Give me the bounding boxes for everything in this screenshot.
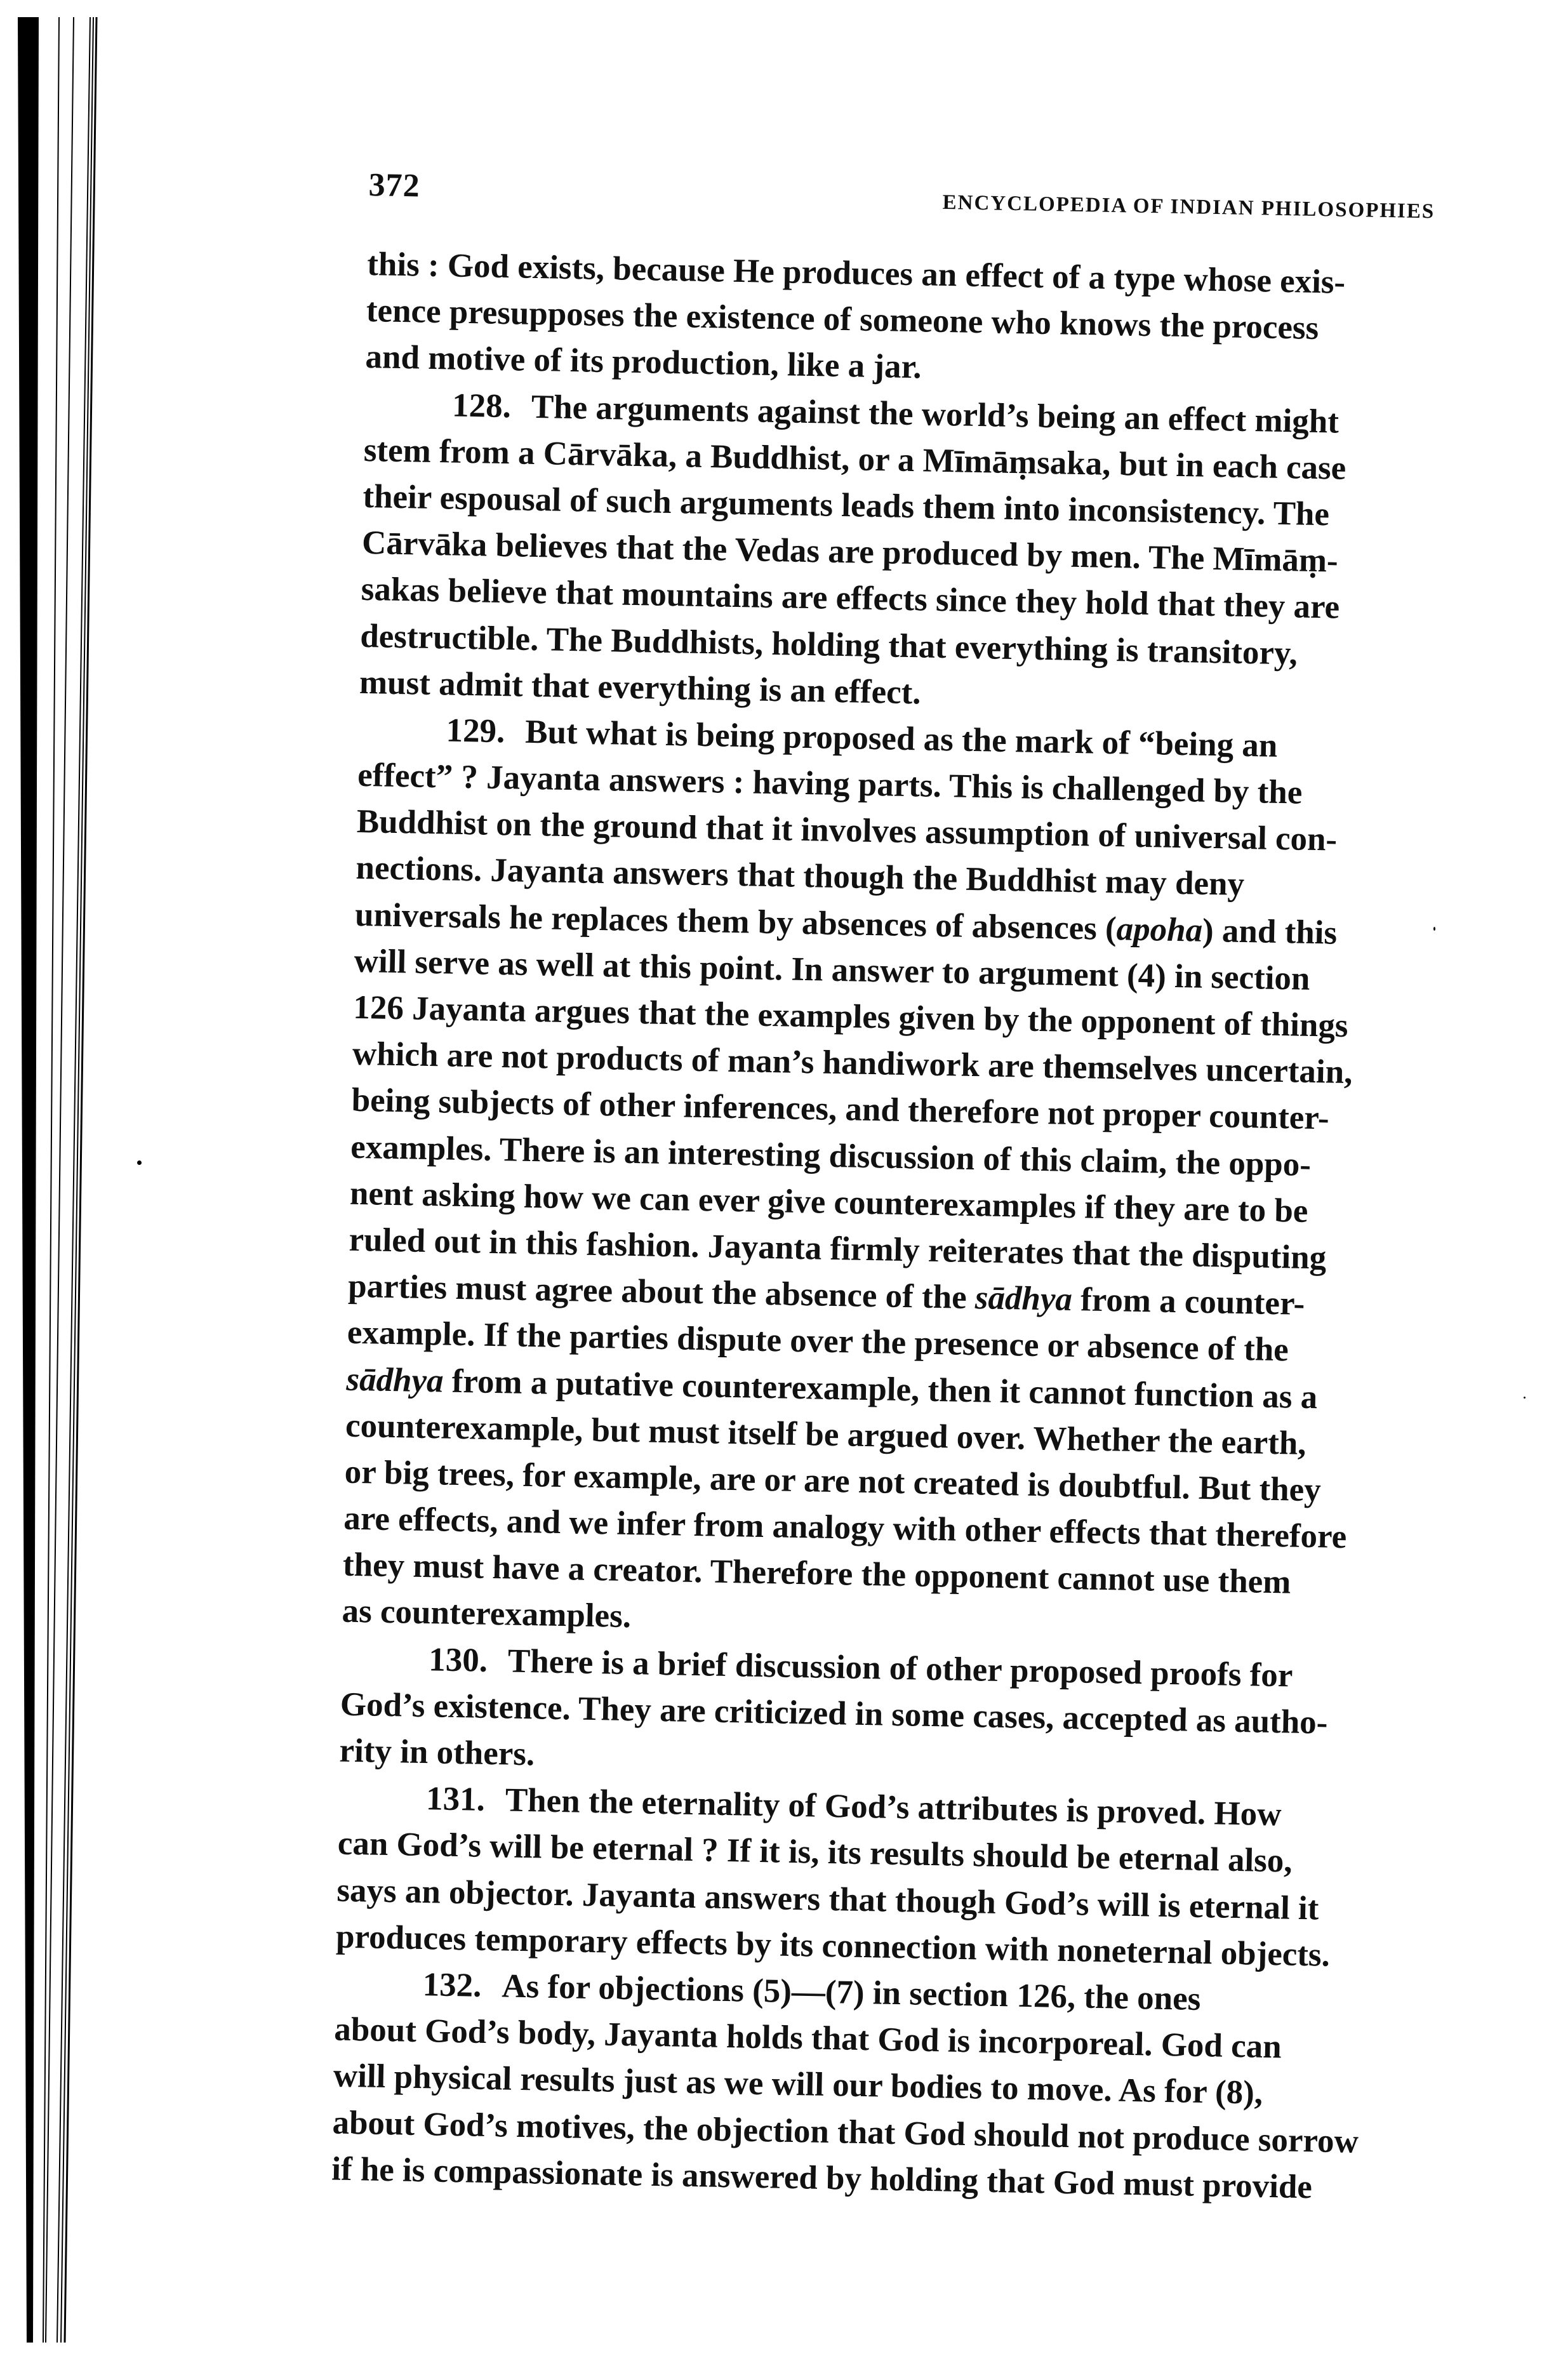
line-text: being subjects of other inferences, and therefore not proper counter- xyxy=(351,1082,1330,1137)
line-text: their espousal of such arguments leads them into inconsistency. The xyxy=(362,477,1330,533)
line-text: God’s existence. They are criticized in some cases, accepted as autho- xyxy=(340,1685,1328,1741)
line-text: 126 Jayanta argues that the examples given by the opponent of things xyxy=(352,988,1349,1045)
section-number: 130. xyxy=(428,1640,488,1679)
line-text: nent asking how we can ever give counterexamples if they are to be xyxy=(349,1174,1308,1230)
line-text: Buddhist on the ground that it involves assumption of universal con- xyxy=(356,803,1338,858)
line-text: will serve as well at this point. In answer to argument (4) in section xyxy=(354,942,1310,997)
line-text: this : God exists, because He produces an effect of a type whose exis- xyxy=(366,246,1346,301)
line-text: produces temporary effects by its connection with noneternal objects. xyxy=(335,1918,1331,1974)
italic-term: sādhya xyxy=(974,1279,1073,1319)
line-text: universals he replaces them by absences of absences ( xyxy=(354,896,1117,947)
line-text: from a counter- xyxy=(1072,1281,1305,1322)
line-text: and motive of its production, like a jar. xyxy=(365,338,922,386)
section-number: 131. xyxy=(425,1780,486,1819)
line-text: as counterexamples. xyxy=(342,1593,632,1635)
running-head xyxy=(368,166,1435,224)
line-text: There is a brief discussion of other proposed proofs for xyxy=(507,1642,1293,1694)
line-text: ) and this xyxy=(1202,912,1338,952)
line-text: tence presupposes the existence of someone who knows the process xyxy=(366,292,1319,347)
line-text: about God’s motives, the objection that God should not produce sorrow xyxy=(332,2103,1359,2160)
line-text: stem from a Cārvāka, a Buddhist, or a Mīmāṃsaka, but in each case xyxy=(363,431,1346,487)
line-text: effect” ? Jayanta answers : having parts. This is challenged by the xyxy=(357,756,1303,811)
line-text: they must have a creator. Therefore the opponent cannot use them xyxy=(342,1546,1291,1601)
line-text: nections. Jayanta answers that though the Buddhist may deny xyxy=(356,849,1245,903)
section-number: 132. xyxy=(422,1966,482,2004)
line-text: counterexample, but must itself be argued over. Whether the earth, xyxy=(345,1407,1307,1462)
line-text: ruled out in this fashion. Jayanta firmly reiterates that the disputing xyxy=(349,1221,1327,1277)
italic-term: sādhya xyxy=(346,1360,444,1400)
line-text: example. If the parties dispute over the presence or absence of the xyxy=(347,1314,1289,1369)
line-text: can God’s will be eternal ? If it is, its results should be eternal also, xyxy=(337,1825,1293,1880)
section-number: 128. xyxy=(451,387,512,425)
line-text: are effects, and we infer from analogy with other effects that therefore xyxy=(343,1499,1347,1556)
section-number: 129. xyxy=(446,712,505,750)
line-text: But what is being proposed as the mark of “being an xyxy=(524,713,1278,764)
line-text: Cārvāka believes that the Vedas are produced by men. The Mīmāṃ- xyxy=(361,524,1339,580)
line-text: says an objector. Jayanta answers that though God’s will is eternal it xyxy=(336,1871,1319,1927)
line-text: or big trees, for example, are or are not created is doubtful. But they xyxy=(344,1453,1322,1509)
line-text: examples. There is an interesting discussion of this claim, the oppo- xyxy=(350,1128,1312,1183)
body-text xyxy=(331,241,1434,2212)
line-text: about God’s body, Jayanta holds that God is incorporeal. God can xyxy=(333,2011,1282,2066)
line-text: which are not products of man’s handiwork are themselves uncertain, xyxy=(352,1035,1353,1091)
line-text: from a putative counterexample, then it cannot function as a xyxy=(443,1362,1318,1416)
line-text: As for objections (5)—(7) in section 126, the ones xyxy=(501,1967,1201,2018)
line-text: rity in others. xyxy=(339,1732,535,1773)
line-text: sakas believe that mountains are effects since they hold that they are xyxy=(361,571,1340,627)
line-text: The arguments against the world’s being an effect might xyxy=(531,388,1340,441)
line-text: parties must agree about the absence of the xyxy=(347,1267,976,1317)
line-text: will physical results just as we will our bodies to move. As for (8), xyxy=(333,2057,1263,2112)
line-text: Then the eternality of God’s attributes is proved. How xyxy=(505,1781,1282,1833)
running-head-title: ENCYCLOPEDIA OF INDIAN PHILOSOPHIES xyxy=(942,190,1435,223)
line-text: destructible. The Buddhists, holding that everything is transitory, xyxy=(359,617,1298,672)
page-number: 372 xyxy=(368,167,421,204)
line-text: if he is compassionate is answered by holding that God must provide xyxy=(331,2150,1313,2206)
line-text: must admit that everything is an effect. xyxy=(359,663,922,712)
italic-term: apoha xyxy=(1116,910,1203,949)
